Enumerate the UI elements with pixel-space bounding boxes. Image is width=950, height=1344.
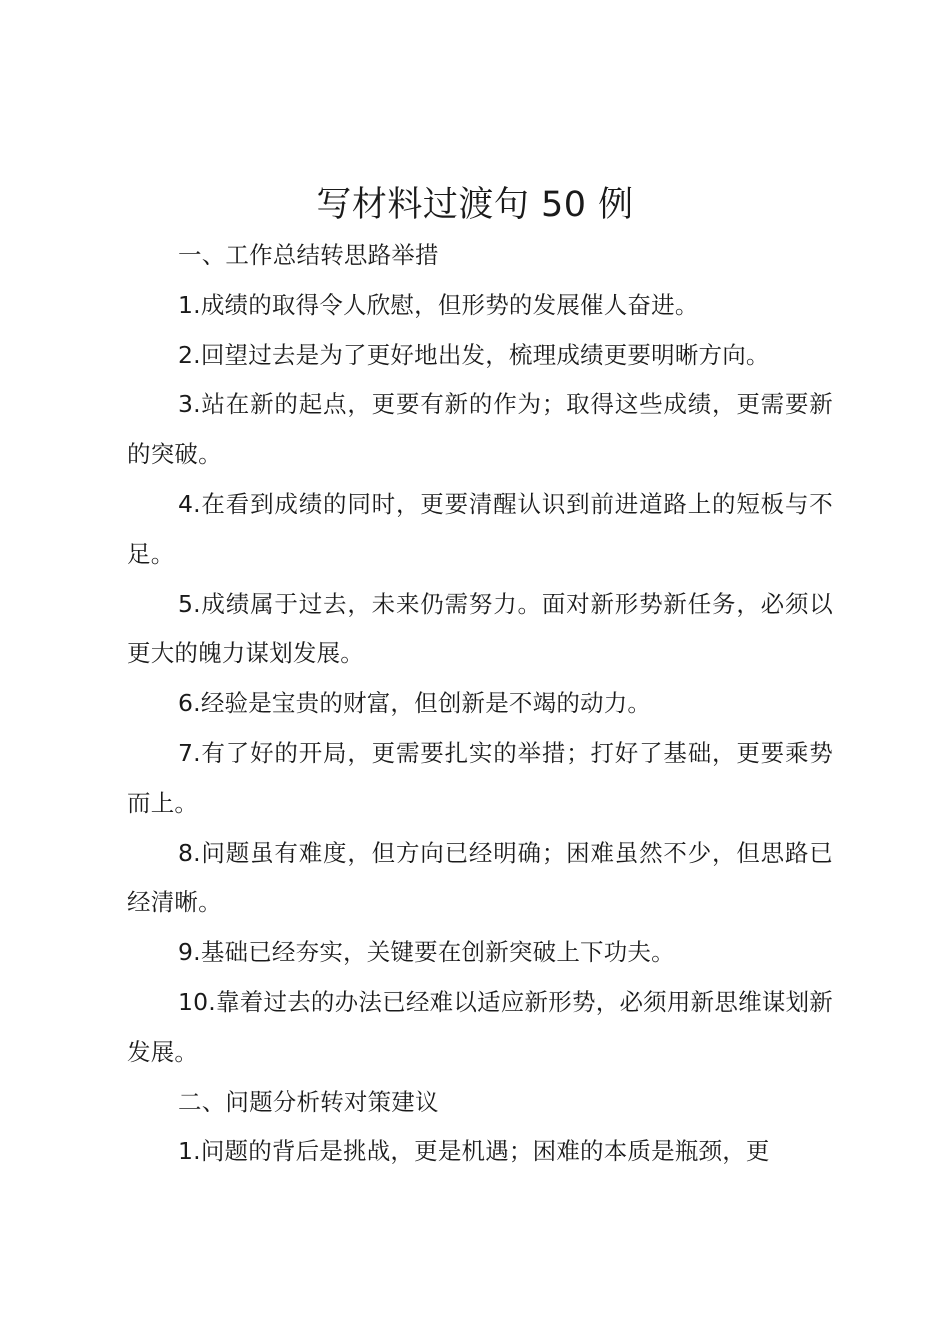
- paragraph: 10.靠着过去的办法已经难以适应新形势，必须用新思维谋划新发展。: [127, 987, 833, 1066]
- paragraph: 5.成绩属于过去，未来仍需努力。面对新形势新任务，必须以更大的魄力谋划发展。: [127, 589, 833, 668]
- paragraph: 1.问题的背后是挑战，更是机遇；困难的本质是瓶颈，更: [178, 1137, 770, 1166]
- document-title: 写材料过渡句 50 例: [316, 185, 634, 225]
- section-heading-2: 二、问题分析转对策建议: [178, 1087, 439, 1116]
- paragraph: 6.经验是宝贵的财富，但创新是不竭的动力。: [178, 689, 652, 718]
- paragraph: 4.在看到成绩的同时，更要清醒认识到前进道路上的短板与不足。: [127, 489, 833, 568]
- paragraph: 8.问题虽有难度，但方向已经明确；困难虽然不少，但思路已经清晰。: [127, 838, 833, 917]
- section-heading-1: 一、工作总结转思路举措: [178, 241, 439, 269]
- paragraph: 7.有了好的开局，更需要扎实的举措；打好了基础，更要乘势而上。: [127, 738, 833, 817]
- paragraph: 3.站在新的起点，更要有新的作为；取得这些成绩，更需要新的突破。: [127, 390, 833, 469]
- paragraph: 2.回望过去是为了更好地出发，梳理成绩更要明晰方向。: [178, 340, 770, 369]
- paragraph: 1.成绩的取得令人欣慰，但形势的发展催人奋进。: [178, 290, 699, 319]
- document-body: [127, 231, 833, 1177]
- paragraph: 9.基础已经夯实，关键要在创新突破上下功夫。: [178, 938, 675, 967]
